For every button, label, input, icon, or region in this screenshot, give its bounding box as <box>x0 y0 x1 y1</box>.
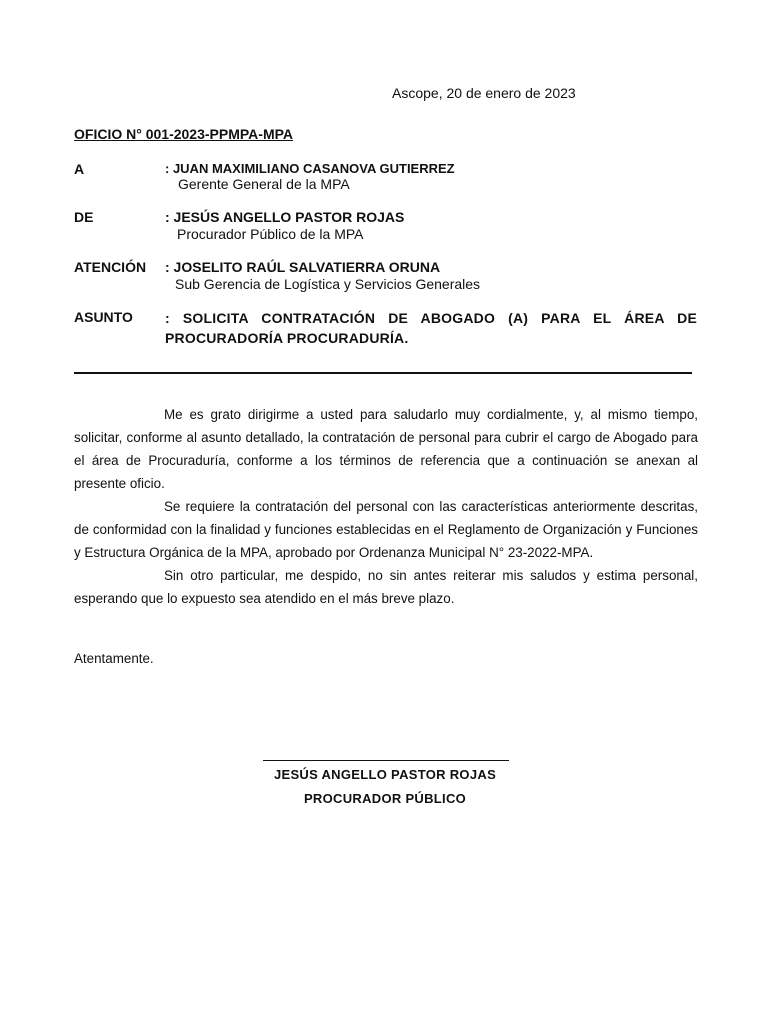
separator-line <box>74 372 692 374</box>
signatory-name: JESÚS ANGELLO PASTOR ROJAS <box>273 767 497 782</box>
body-paragraph-3: Sin otro particular, me despido, no sin antes reiterar mis saludos y estima personal, esperando que lo expuesto sea atendido en el más breve plazo. <box>74 568 698 606</box>
signature-line <box>263 760 509 761</box>
body-paragraph-1: Me es grato dirigirme a usted para saludarlo muy cordialmente, y, al mismo tiempo, solicitar, conforme al asunto detallado, la contratación de personal para cubrir el cargo de Abogado para el área de Procuraduría, conforme a los términos de referencia que a continuación se anexan al presente oficio. <box>74 407 698 491</box>
sender-role: Procurador Público de la MPA <box>177 226 364 242</box>
label-atencion: ATENCIÓN <box>74 259 147 275</box>
attention-name: : JOSELITO RAÚL SALVATIERRA ORUNA <box>165 259 441 275</box>
subject-text: : SOLICITA CONTRATACIÓN DE ABOGADO (A) PARA EL ÁREA DE PROCURADORÍA PROCURADURÍA. <box>165 310 697 346</box>
label-asunto: ASUNTO <box>74 309 133 325</box>
oficio-number: OFICIO N° 001-2023-PPMPA-MPA <box>74 126 294 142</box>
recipient-a-role: Gerente General de la MPA <box>178 176 350 192</box>
attention-role: Sub Gerencia de Logística y Servicios Generales <box>175 276 481 292</box>
closing-text: Atentamente. <box>74 651 154 666</box>
label-de: DE <box>74 209 94 225</box>
recipient-a-name: : JUAN MAXIMILIANO CASANOVA GUTIERREZ <box>165 161 455 176</box>
letter-body <box>74 403 698 610</box>
label-a: A <box>74 161 85 177</box>
document-date: Ascope, 20 de enero de 2023 <box>392 85 576 101</box>
sender-name: : JESÚS ANGELLO PASTOR ROJAS <box>165 209 405 225</box>
body-paragraph-2: Se requiere la contratación del personal con las características anteriormente descritas, de conformidad con la finalidad y funciones establecidas en el Reglamento de Organización y Funciones y Estructura Orgánica de la MPA, aprobado por Ordenanza Municipal N° 23-2022-MPA. <box>74 499 698 560</box>
signatory-title: PROCURADOR PÚBLICO <box>303 791 467 806</box>
